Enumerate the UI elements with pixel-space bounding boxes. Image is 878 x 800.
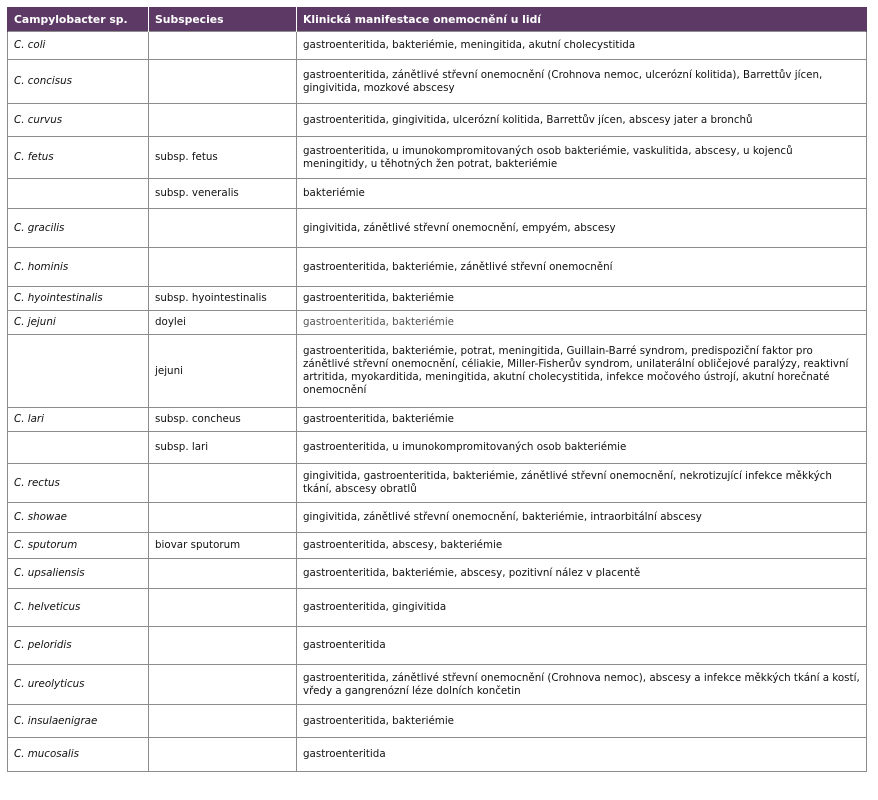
manifestation-cell: gastroenteritida, bakteriémie (297, 287, 867, 311)
manifestation-cell: gastroenteritida, bakteriémie, zánětlivé střevní onemocnění (297, 248, 867, 287)
species-cell: C. peloridis (8, 627, 149, 665)
table-row (8, 432, 867, 464)
campylobacter-table (7, 7, 867, 772)
table-row (8, 627, 867, 665)
manifestation-cell: gastroenteritida, bakteriémie, potrat, meningitida, Guillain-Barré syndrom, predispoziční faktor pro zánětlivé střevní onemocnění, céliakie, Miller-Fisherův syndrom, unilaterální obličejové paralýzy, reaktivní artritida, myokarditida, meningitida, akutní cholecystitida, infekce močového ústrojí, akutní horečnaté onemocnění (297, 335, 867, 408)
subspecies-cell: doylei (149, 311, 297, 335)
manifestation-cell: gingivitida, gastroenteritida, bakteriémie, zánětlivé střevní onemocnění, nekrotizující infekce měkkých tkání, abscesy obratlů (297, 464, 867, 503)
species-cell: C. upsaliensis (8, 559, 149, 589)
subspecies-cell (149, 209, 297, 248)
manifestation-cell: gastroenteritida, bakteriémie (297, 408, 867, 432)
header-subspecies: Subspecies (149, 7, 297, 32)
subspecies-cell (149, 248, 297, 287)
table-row (8, 408, 867, 432)
subspecies-cell (149, 627, 297, 665)
table-row (8, 104, 867, 137)
species-cell (8, 335, 149, 408)
species-cell: C. fetus (8, 137, 149, 179)
subspecies-cell: subsp. veneralis (149, 179, 297, 209)
subspecies-cell (149, 464, 297, 503)
header-row (8, 7, 867, 32)
subspecies-cell (149, 738, 297, 772)
subspecies-cell (149, 705, 297, 738)
species-cell: C. curvus (8, 104, 149, 137)
table-row (8, 738, 867, 772)
subspecies-cell: subsp. hyointestinalis (149, 287, 297, 311)
table-row (8, 705, 867, 738)
header-species: Campylobacter sp. (8, 7, 149, 32)
table-row (8, 533, 867, 559)
manifestation-cell: gastroenteritida, abscesy, bakteriémie (297, 533, 867, 559)
manifestation-cell: gastroenteritida, u imunokompromitovaných osob bakteriémie, vaskulitida, abscesy, u kojenců meningitidy, u těhotných žen potrat, bakteriémie (297, 137, 867, 179)
species-cell (8, 179, 149, 209)
table-row (8, 209, 867, 248)
subspecies-cell (149, 559, 297, 589)
subspecies-cell: subsp. lari (149, 432, 297, 464)
manifestation-cell: gastroenteritida, bakteriémie, meningitida, akutní cholecystitida (297, 32, 867, 60)
table-row (8, 311, 867, 335)
manifestation-cell: gastroenteritida, bakteriémie (297, 705, 867, 738)
table-row (8, 137, 867, 179)
subspecies-cell: biovar sputorum (149, 533, 297, 559)
table-row (8, 503, 867, 533)
table-row (8, 335, 867, 408)
manifestation-cell: gingivitida, zánětlivé střevní onemocnění, bakteriémie, intraorbitální abscesy (297, 503, 867, 533)
subspecies-cell: subsp. concheus (149, 408, 297, 432)
manifestation-cell: gastroenteritida, u imunokompromitovaných osob bakteriémie (297, 432, 867, 464)
manifestation-cell: gingivitida, zánětlivé střevní onemocnění, empyém, abscesy (297, 209, 867, 248)
species-cell: C. hominis (8, 248, 149, 287)
species-cell (8, 432, 149, 464)
table-row (8, 665, 867, 705)
table-row (8, 589, 867, 627)
species-cell: C. rectus (8, 464, 149, 503)
table-row (8, 464, 867, 503)
species-cell: C. jejuni (8, 311, 149, 335)
manifestation-cell: gastroenteritida (297, 627, 867, 665)
species-cell: C. showae (8, 503, 149, 533)
subspecies-cell (149, 665, 297, 705)
species-cell: C. coli (8, 32, 149, 60)
manifestation-cell: gastroenteritida (297, 738, 867, 772)
header-manifestation: Klinická manifestace onemocnění u lidí (297, 7, 867, 32)
species-cell: C. concisus (8, 60, 149, 104)
subspecies-cell (149, 503, 297, 533)
subspecies-cell (149, 589, 297, 627)
table-row (8, 60, 867, 104)
subspecies-cell (149, 104, 297, 137)
species-cell: C. mucosalis (8, 738, 149, 772)
manifestation-cell: gastroenteritida, gingivitida, ulcerózní kolitida, Barrettův jícen, abscesy jater a bronchů (297, 104, 867, 137)
table-row (8, 559, 867, 589)
manifestation-cell: gastroenteritida, zánětlivé střevní onemocnění (Crohnova nemoc, ulcerózní kolitida), Barrettův jícen, gingivitida, mozkové abscesy (297, 60, 867, 104)
species-cell: C. ureolyticus (8, 665, 149, 705)
species-cell: C. helveticus (8, 589, 149, 627)
manifestation-cell: gastroenteritida, bakteriémie (297, 311, 867, 335)
species-cell: C. sputorum (8, 533, 149, 559)
subspecies-cell (149, 60, 297, 104)
subspecies-cell (149, 32, 297, 60)
species-cell: C. lari (8, 408, 149, 432)
manifestation-cell: gastroenteritida, zánětlivé střevní onemocnění (Crohnova nemoc), abscesy a infekce měkkých tkání a kostí, vředy a gangrenózní léze dolních končetin (297, 665, 867, 705)
table-row (8, 179, 867, 209)
subspecies-cell: jejuni (149, 335, 297, 408)
table-row (8, 248, 867, 287)
table-row (8, 32, 867, 60)
manifestation-cell: bakteriémie (297, 179, 867, 209)
table-row (8, 287, 867, 311)
species-cell: C. gracilis (8, 209, 149, 248)
manifestation-cell: gastroenteritida, bakteriémie, abscesy, pozitivní nález v placentě (297, 559, 867, 589)
subspecies-cell: subsp. fetus (149, 137, 297, 179)
species-cell: C. hyointestinalis (8, 287, 149, 311)
species-cell: C. insulaenigrae (8, 705, 149, 738)
manifestation-cell: gastroenteritida, gingivitida (297, 589, 867, 627)
